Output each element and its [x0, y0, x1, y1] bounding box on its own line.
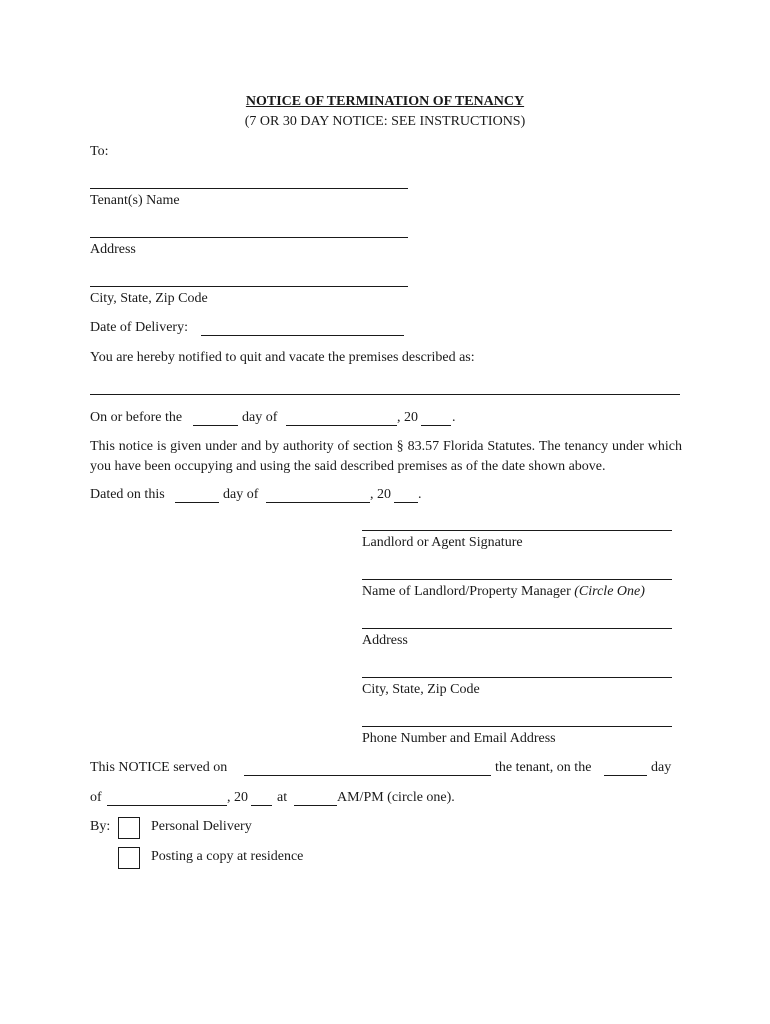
landlord-address-field[interactable]	[362, 615, 672, 629]
landlord-phone-email-field[interactable]	[362, 713, 672, 727]
posting-copy-checkbox[interactable]	[118, 847, 140, 869]
tenant-name-label: Tenant(s) Name	[90, 193, 180, 208]
tenant-city-state-zip-field[interactable]	[90, 273, 408, 287]
document-subtitle: (7 OR 30 DAY NOTICE: SEE INSTRUCTIONS)	[244, 114, 526, 129]
tenant-address-label: Address	[90, 242, 136, 257]
landlord-city-state-zip-label: City, State, Zip Code	[362, 682, 480, 697]
authority-paragraph: This notice is given under and by authority of section § 83.57 Florida Statutes. The tenancy under which you have been occupying and using the said described premises as of the date shown above.	[90, 439, 682, 474]
personal-delivery-checkbox[interactable]	[118, 817, 140, 839]
landlord-phone-email-label: Phone Number and Email Address	[362, 731, 556, 746]
dated-year-field[interactable]	[394, 489, 418, 503]
vacate-year-prefix: , 20	[397, 410, 418, 425]
vacate-day-field[interactable]	[193, 412, 238, 426]
landlord-signature-field[interactable]	[362, 517, 672, 531]
date-of-delivery-label: Date of Delivery:	[90, 320, 188, 335]
vacate-month-field[interactable]	[286, 412, 397, 426]
dated-year-prefix: , 20	[370, 487, 391, 502]
served-year-prefix: , 20	[227, 790, 248, 805]
to-label: To:	[90, 144, 109, 159]
personal-delivery-label: Personal Delivery	[151, 819, 252, 834]
dated-month-field[interactable]	[266, 489, 370, 503]
served-on-label: This NOTICE served on	[90, 760, 228, 775]
dated-day-of-label: day of	[223, 487, 259, 502]
vacate-year-field[interactable]	[421, 412, 451, 426]
served-day-field[interactable]	[604, 762, 647, 776]
landlord-name-label	[362, 584, 645, 600]
tenant-address-field[interactable]	[90, 224, 408, 238]
vacate-day-of-label: day of	[242, 410, 278, 425]
landlord-city-state-zip-field[interactable]	[362, 664, 672, 678]
dated-day-field[interactable]	[175, 489, 219, 503]
served-time-field[interactable]	[294, 792, 337, 806]
dated-on-label: Dated on this	[90, 487, 165, 502]
tenant-city-state-zip-label: City, State, Zip Code	[90, 291, 208, 306]
served-month-field[interactable]	[107, 792, 227, 806]
served-of-label: of	[90, 790, 102, 805]
landlord-address-label: Address	[362, 633, 408, 648]
tenant-name-field[interactable]	[90, 175, 408, 189]
landlord-signature-label: Landlord or Agent Signature	[362, 535, 523, 550]
served-tenant-on-the-label: the tenant, on the	[495, 760, 592, 775]
on-or-before-label: On or before the	[90, 410, 183, 425]
served-at-label: at	[277, 790, 288, 805]
document-title: NOTICE OF TERMINATION OF TENANCY	[245, 94, 525, 109]
date-of-delivery-field[interactable]	[201, 322, 404, 336]
served-tenant-name-field[interactable]	[244, 762, 491, 776]
by-label: By:	[90, 819, 111, 834]
dated-period: .	[418, 487, 422, 502]
landlord-name-field[interactable]	[362, 566, 672, 580]
vacate-period: .	[452, 410, 456, 425]
quit-vacate-text: You are hereby notified to quit and vacate the premises described as:	[90, 350, 475, 365]
served-day-label: day	[651, 760, 672, 775]
served-year-field[interactable]	[251, 792, 272, 806]
posting-copy-label: Posting a copy at residence	[151, 849, 304, 864]
circle-one-note: (Circle One)	[574, 584, 645, 599]
served-ampm-label: AM/PM (circle one).	[337, 790, 455, 805]
landlord-name-label-text: Name of Landlord/Property Manager	[362, 584, 571, 599]
premises-description-field[interactable]	[90, 381, 680, 395]
